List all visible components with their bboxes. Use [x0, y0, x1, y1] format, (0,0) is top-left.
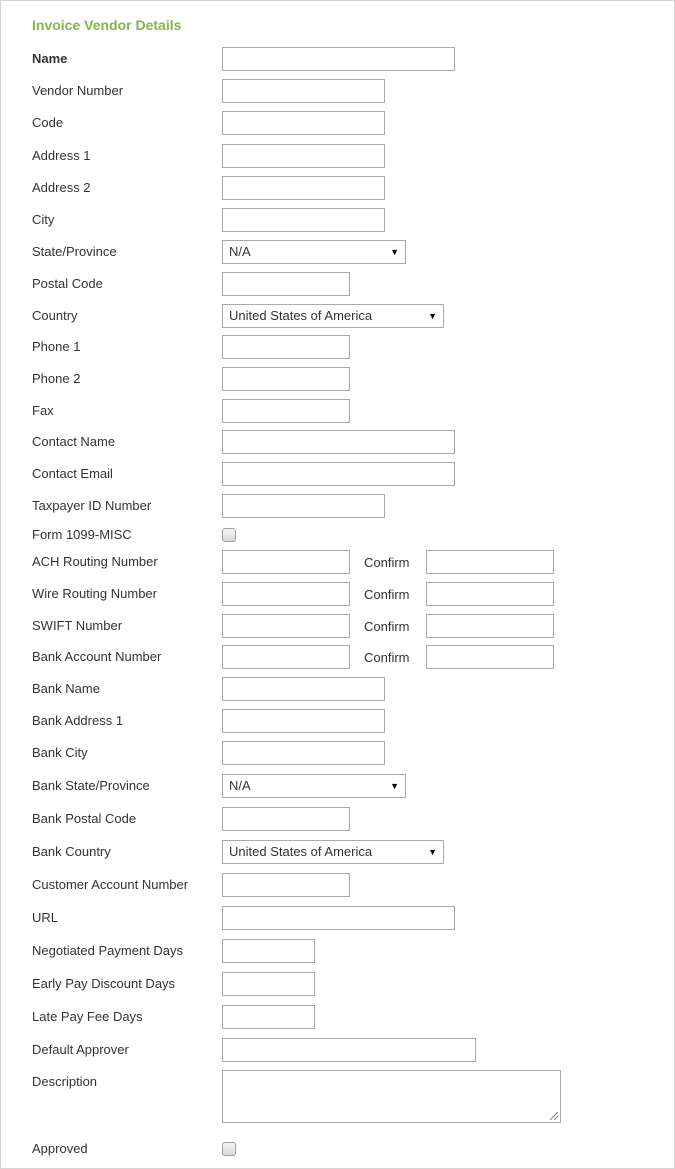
url-input[interactable] — [222, 906, 455, 930]
phone1-input[interactable] — [222, 335, 350, 359]
wire-confirm-input[interactable] — [426, 582, 554, 606]
negotiated-days-label: Negotiated Payment Days — [32, 943, 184, 958]
postal-input[interactable] — [222, 272, 350, 296]
bank-address1-input[interactable] — [222, 709, 385, 733]
description-textarea[interactable] — [222, 1070, 561, 1123]
vendor-number-label: Vendor Number — [32, 83, 124, 98]
ach-confirm-input[interactable] — [426, 550, 554, 574]
postal-label: Postal Code — [32, 276, 103, 291]
swift-confirm-input[interactable] — [426, 614, 554, 638]
bank-address1-label: Bank Address 1 — [32, 713, 124, 728]
bank-account-input[interactable] — [222, 645, 350, 669]
dropdown-arrow-icon: ▼ — [390, 781, 399, 791]
country-select-value: United States of America — [229, 308, 373, 323]
dropdown-arrow-icon: ▼ — [428, 847, 437, 857]
customer-account-label: Customer Account Number — [32, 877, 189, 892]
bank-postal-label: Bank Postal Code — [32, 811, 137, 826]
address2-label: Address 2 — [32, 180, 91, 195]
contact-name-input[interactable] — [222, 430, 455, 454]
swift-confirm-label: Confirm — [364, 619, 410, 634]
default-approver-label: Default Approver — [32, 1042, 129, 1057]
bank-state-select-value: N/A — [229, 778, 251, 793]
wire-label: Wire Routing Number — [32, 586, 157, 601]
phone2-input[interactable] — [222, 367, 350, 391]
fax-label: Fax — [32, 403, 54, 418]
wire-confirm-label: Confirm — [364, 587, 410, 602]
early-pay-input[interactable] — [222, 972, 315, 996]
dropdown-arrow-icon: ▼ — [428, 311, 437, 321]
vendor-number-input[interactable] — [222, 79, 385, 103]
bank-country-label: Bank Country — [32, 844, 111, 859]
contact-name-label: Contact Name — [32, 434, 116, 449]
ach-label: ACH Routing Number — [32, 554, 158, 569]
fax-input[interactable] — [222, 399, 350, 423]
ach-confirm-label: Confirm — [364, 555, 410, 570]
section-title: Invoice Vendor Details — [32, 17, 182, 33]
bank-account-label: Bank Account Number — [32, 649, 162, 664]
phone2-label: Phone 2 — [32, 371, 81, 386]
default-approver-input[interactable] — [222, 1038, 476, 1062]
bank-postal-input[interactable] — [222, 807, 350, 831]
url-label: URL — [32, 910, 59, 925]
form1099-label: Form 1099-MISC — [32, 527, 132, 542]
contact-email-label: Contact Email — [32, 466, 113, 481]
late-pay-label: Late Pay Fee Days — [32, 1009, 143, 1024]
state-select-value: N/A — [229, 244, 251, 259]
city-label: City — [32, 212, 55, 227]
state-label: State/Province — [32, 244, 117, 259]
bank-city-input[interactable] — [222, 741, 385, 765]
ach-input[interactable] — [222, 550, 350, 574]
address2-input[interactable] — [222, 176, 385, 200]
late-pay-input[interactable] — [222, 1005, 315, 1029]
address1-input[interactable] — [222, 144, 385, 168]
phone1-label: Phone 1 — [32, 339, 81, 354]
bank-account-confirm-label: Confirm — [364, 650, 410, 665]
swift-label: SWIFT Number — [32, 618, 123, 633]
bank-name-label: Bank Name — [32, 681, 100, 696]
early-pay-label: Early Pay Discount Days — [32, 976, 176, 991]
negotiated-days-input[interactable] — [222, 939, 315, 963]
form1099-checkbox[interactable] — [222, 528, 236, 542]
contact-email-input[interactable] — [222, 462, 455, 486]
bank-country-select-value: United States of America — [229, 844, 373, 859]
wire-input[interactable] — [222, 582, 350, 606]
dropdown-arrow-icon: ▼ — [390, 247, 399, 257]
country-label: Country — [32, 308, 78, 323]
taxpayer-label: Taxpayer ID Number — [32, 498, 152, 513]
address1-label: Address 1 — [32, 148, 91, 163]
taxpayer-input[interactable] — [222, 494, 385, 518]
bank-account-confirm-input[interactable] — [426, 645, 554, 669]
swift-input[interactable] — [222, 614, 350, 638]
state-select[interactable] — [222, 240, 406, 264]
resize-grip-icon[interactable] — [550, 1112, 558, 1120]
bank-city-label: Bank City — [32, 745, 88, 760]
city-input[interactable] — [222, 208, 385, 232]
bank-country-select[interactable] — [222, 840, 444, 864]
description-label: Description — [32, 1074, 98, 1089]
bank-state-label: Bank State/Province — [32, 778, 150, 793]
name-input[interactable] — [222, 47, 455, 71]
name-label: Name — [32, 51, 68, 66]
country-select[interactable] — [222, 304, 444, 328]
approved-label: Approved — [32, 1141, 88, 1156]
bank-name-input[interactable] — [222, 677, 385, 701]
code-label: Code — [32, 115, 64, 130]
customer-account-input[interactable] — [222, 873, 350, 897]
bank-state-select[interactable] — [222, 774, 406, 798]
approved-checkbox[interactable] — [222, 1142, 236, 1156]
code-input[interactable] — [222, 111, 385, 135]
